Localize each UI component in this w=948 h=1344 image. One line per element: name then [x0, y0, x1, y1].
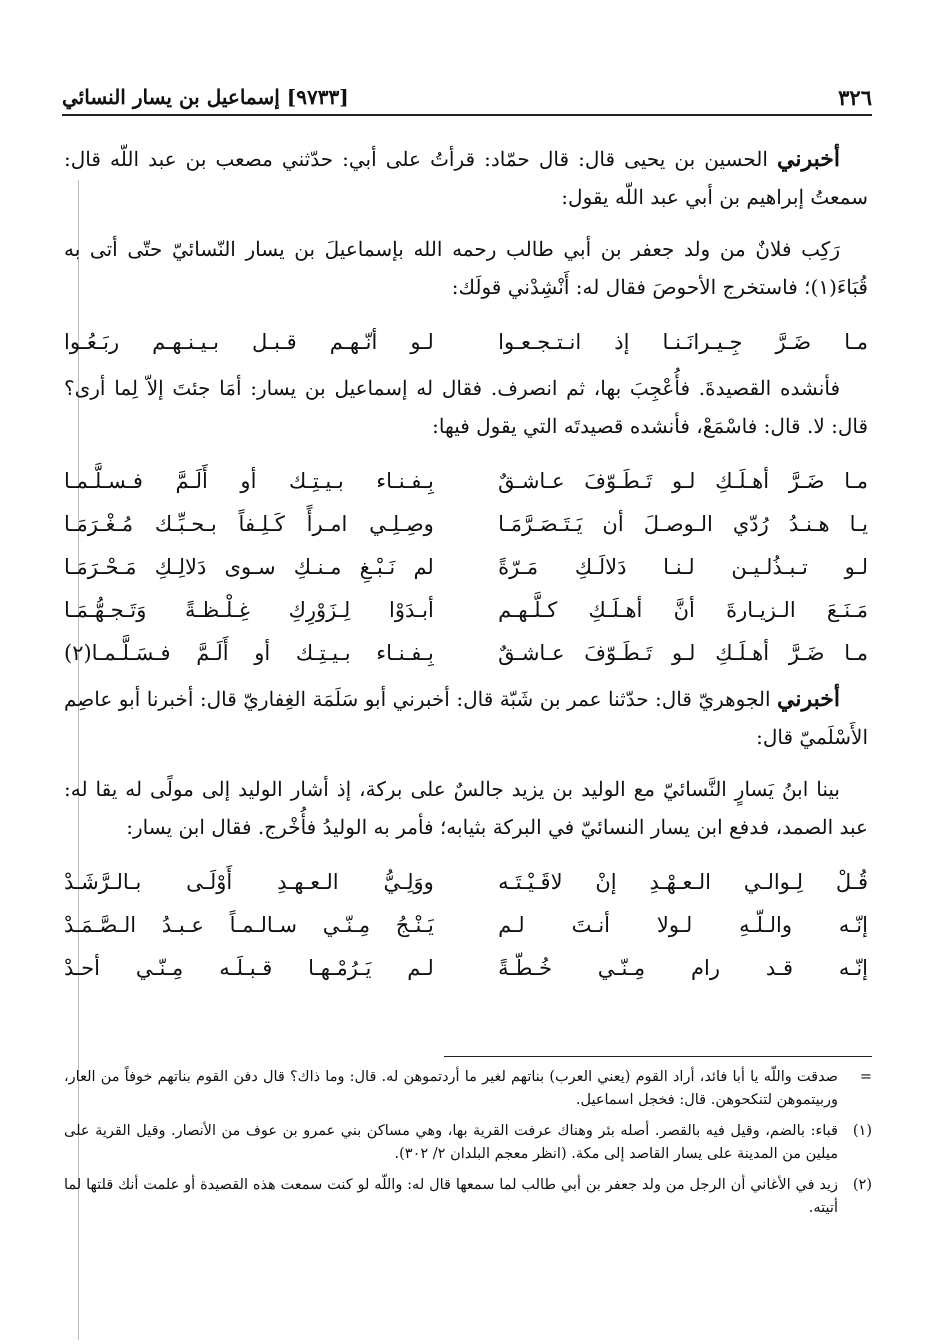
paragraph-2: رَكِب فلانٌ من ولد جعفر بن أبي طالب رحمه الله بإسماعيلَ بن يسار النّسائيّ حتّى أتى به قُبَاءَ(١)؛ فاستخرج الأحوصَ فقال له: أَنْشِدْني قولَك: — [64, 237, 868, 299]
verse-first-hemistich: مـا ضَـرَّ أهـلَـكِ لـو تَـطَـوّفَ عـاشـقٌ — [498, 468, 868, 493]
verse-line — [64, 545, 868, 588]
verse-line — [64, 631, 868, 674]
footnote-marker: (١) — [852, 1123, 872, 1139]
verse-line — [64, 459, 868, 502]
verse-first-hemistich: مـا ضَـرَّ جِـيـرانَـنـا إذ انـتـجـعـوا — [498, 329, 868, 354]
verse-line — [64, 860, 868, 903]
page-number: ٣٢٦ — [838, 84, 872, 110]
verse-line — [64, 320, 868, 363]
paragraph-3: فأنشده القصيدةَ. فأُعْجِبَ بها، ثم انصرف. فقال له إسماعيل بن يسار: أمَا جئتَ إلاّ لِما أرى؟ قال: لا. قال: فاسْمَعْ، فأنشده قصيدتَه التي يقول فيها: — [64, 376, 868, 438]
poem-2 — [64, 459, 868, 674]
page-header — [62, 80, 872, 116]
verse-first-hemistich: يـا هـنـدُ رُدّي الـوصـلَ أن يَـتَـصَـرَّمَـا — [498, 511, 868, 536]
verse-second-hemistich: لم نَـبْـغِ مـنـكِ سـوى دَلالِـكِ مَـحْـرَمَـا — [64, 554, 434, 579]
footnote — [64, 1066, 872, 1112]
verse-second-hemistich: وصِـلِـي امـرأً كَـلِـفاً بـحـبِّـك مُـغْـرَمَـا — [64, 511, 434, 536]
paragraph-4 — [64, 680, 868, 756]
footnote — [64, 1174, 872, 1220]
verse-second-hemistich: أبـدَوْا لِـزَوْرِكِ غِـلْـظـةً وَتَـجـهُّـمَـا — [64, 597, 434, 622]
verse-second-hemistich: بِـفـنـاء بـيـتِـك أو أَلَـمَّ فـسـلَّـمـا — [64, 468, 434, 493]
footnote-marker: (٢) — [852, 1177, 872, 1193]
paragraph-5: بينا ابنُ يَسارٍ النَّسائيّ مع الوليد بن يزيد جالسٌ على بركة، إذ أشار الوليد إلى مولًى له يقا له: عبد الصمد، فدفع ابن يسار النسائيّ في البركة بثيابه؛ فأمر به الوليدُ فأُخْرج. فقال ابن يسار: — [64, 777, 868, 839]
verse-line — [64, 946, 868, 989]
verse-first-hemistich: مـا ضَـرَّ أهـلَـكِ لـو تَـطَـوّفَ عـاشـقٌ — [498, 640, 868, 665]
verse-first-hemistich: قُـلْ لِـوالـي الـعـهْـدِ إنْ لاقَـيْـتَـه — [498, 869, 868, 894]
paragraph-text: الجوهريّ قال: حدّثنا عمر بن شَبّة قال: أخبرني أبو سَلَمَة الغِفاريّ قال: أخبرنا أبو عاصِم الأَسْلَميّ قال: — [64, 687, 868, 749]
verse-second-hemistich: لـم يَـرُمْـهـا قـبـلَـه مِـنّـي أحـدْ — [64, 955, 434, 980]
footnote-text: قباء: بالضم، وقيل فيه بالقصر. أصله بئر وهناك عرفت القرية بها، وهي مساكن بني عمرو بن عوف من الأنصار. وقيل القرية على ميلين من المدينة على يسار القاصد إلى مكة. (انظر معجم البلدان ٢/ ٣٠٢). — [64, 1123, 838, 1162]
running-title: [٩٧٣٣] إسماعيل بن يسار النسائي — [62, 85, 349, 109]
verse-first-hemistich: لـو تـبـذُلـيـن لـنـا دَلالَـكِ مَـرّةً — [498, 554, 868, 579]
poem-3 — [64, 860, 868, 989]
verse-second-hemistich: لـو أنّـهـم قـبـل بـيـنـهـم ربَـعُـوا — [64, 329, 434, 354]
verse-line — [64, 588, 868, 631]
footnote-separator — [444, 1056, 872, 1057]
footnote-text: زيد في الأغاني أن الرجل من ولد جعفر بن أبي طالب لما سمعها قال له: واللّه لو كنت سمعت هذه القصيدة أو علمت أنك قلتها لما أتيته. — [64, 1177, 838, 1216]
verse-second-hemistich: بِـفـنـاء بـيـتِـك أو أَلَـمَّ فـسَـلَّـمـا(٢) — [64, 640, 434, 665]
paragraph-lead-word: أخبرني — [777, 686, 840, 712]
paragraph-1 — [64, 140, 868, 216]
verse-first-hemistich: إنّـه والـلّـهِ لـولا أنـتَ لـم — [498, 912, 868, 937]
verse-first-hemistich: مَـنَـعَ الـزيـارةَ أنَّ أهـلَـكِ كـلَّـهـم — [498, 597, 868, 622]
paragraph-lead-word: أخبرني — [777, 146, 840, 172]
footnote-text: صدقت واللّه يا أبا فائد، أراد القوم (يعني العرب) بناتهم لغير ما أردتموهن له. قال: وما ذاك؟ قال دفن القوم بناتهم خوفاً من العار، وربيتموهن لتنكحوهن. قال: فخجل اسماعيل. — [64, 1069, 838, 1108]
verse-second-hemistich: ووَلِـيُّ الـعـهـدِ أَوْلَـى بـالـرَّشَـدْ — [64, 869, 434, 894]
verse-line — [64, 502, 868, 545]
verse-second-hemistich: يَـنْـجُ مِـنّـي سـالـمـاً عـبـدُ الـصَّـمَـدْ — [64, 912, 434, 937]
verse-line — [64, 903, 868, 946]
poem-1 — [64, 320, 868, 363]
paragraph-text: الحسين بن يحيى قال: قال حمّاد: قرأتُ على أبي: حدّثني مصعب بن عبد اللّه قال: سمعتُ إبراهيم بن أبي عبد اللّه يقول: — [64, 147, 868, 209]
verse-first-hemistich: إنّـه قـد رام مِـنّـي خُـطّـةً — [498, 955, 868, 980]
main-text — [64, 140, 868, 995]
footnote-marker: = — [859, 1069, 872, 1085]
footnote — [64, 1120, 872, 1166]
footnotes — [64, 1066, 872, 1228]
